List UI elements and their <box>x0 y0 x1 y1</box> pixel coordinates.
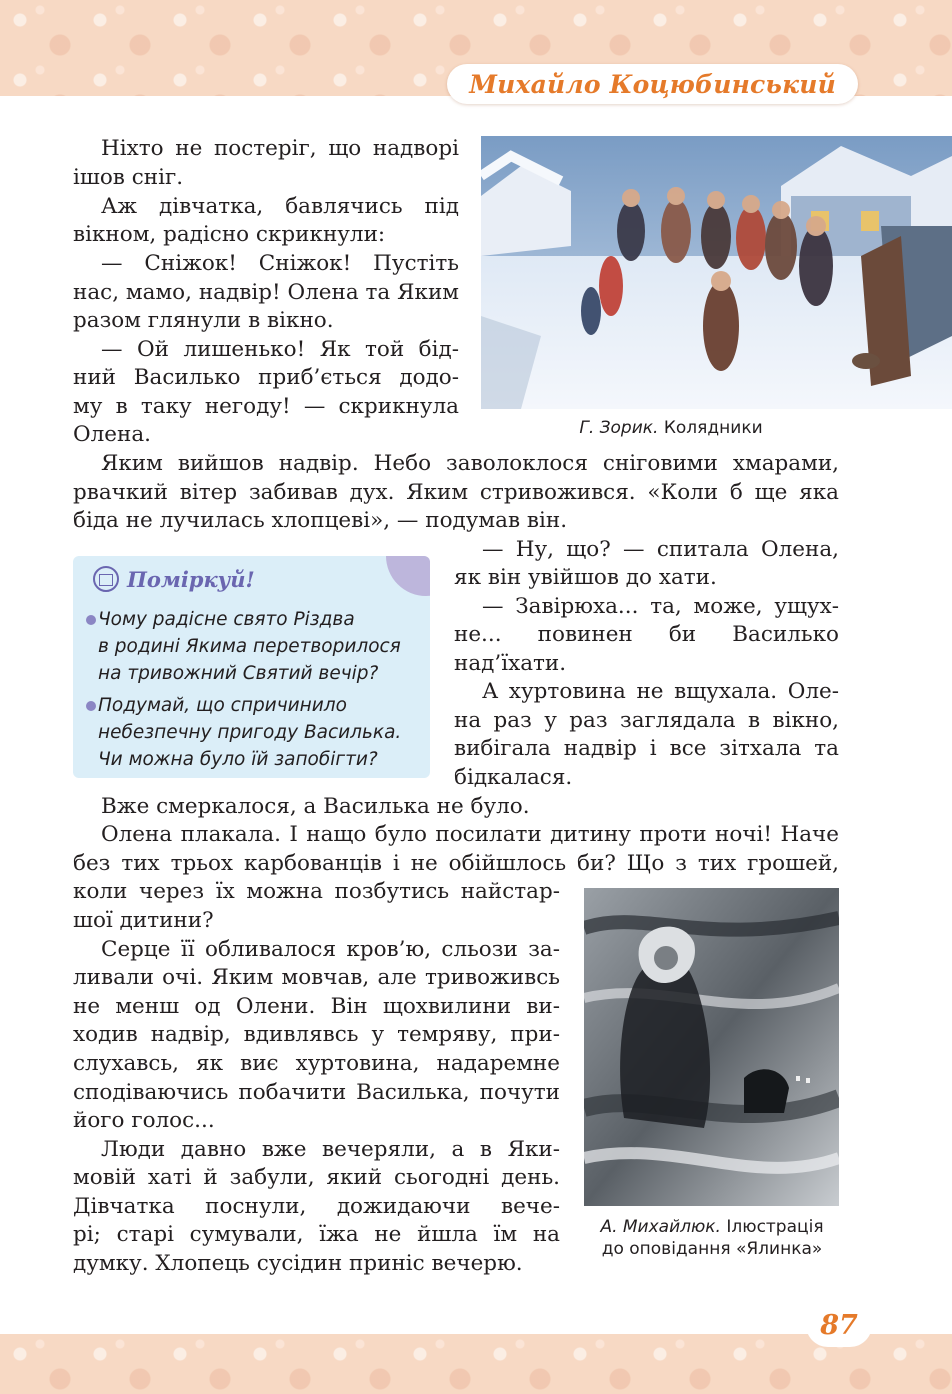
paragraph: Олена. <box>73 422 151 447</box>
paragraph: рі; старі сумували, їжа не йшла їм на <box>73 1222 560 1247</box>
paragraph: ішов сніг. <box>73 165 184 190</box>
paragraph: разом глянули в вікно. <box>73 308 334 333</box>
caption-mykhailiuk <box>576 1216 848 1260</box>
paragraph: Олена плакала. І нащо було посилати дитину проти ночі! Наче <box>101 822 839 847</box>
think-box-corner-decoration <box>386 556 430 596</box>
caption-author: А. Михайлюк. <box>600 1217 721 1237</box>
paragraph: як він увійшов до хати. <box>454 565 717 590</box>
paragraph: мовій хаті й забули, який сьогодні день. <box>73 1165 560 1190</box>
paragraph: шої дитини? <box>73 908 214 933</box>
caption-title: Колядники <box>658 418 763 438</box>
paragraph: Дівчатка поснули, дожидаючи вече- <box>73 1194 560 1219</box>
paragraph: вікном, радісно скрикнули: <box>73 222 386 247</box>
paragraph: над’їхати. <box>454 651 567 676</box>
caption-line-2: до оповідання «Ялинка» <box>601 1239 823 1259</box>
illustration-mykhailiuk <box>584 888 839 1206</box>
paragraph: — Завірюха... та, може, ущух- <box>482 594 839 619</box>
bullet-icon <box>86 615 96 625</box>
paragraph: без тих трьох карбованців і не обійшлось би? Що з тих грошей, <box>73 851 839 876</box>
paragraph: Вже смеркалося, а Василька не було. <box>101 794 530 819</box>
paragraph: — Сніжок! Сніжок! Пустіть <box>101 251 459 276</box>
paragraph: рвачкий вітер забивав дух. Яким стривожився. «Коли б ще яка <box>73 480 839 505</box>
paragraph: Яким вийшов надвір. Небо заволоклося сніговими хмарами, <box>101 451 839 476</box>
paragraph: сподіваючись побачити Василька, почути <box>73 1080 560 1105</box>
paragraph: му в таку негоду! — скрикнула <box>73 394 459 419</box>
paragraph: — Ой лишенько! Як той бід- <box>101 337 459 362</box>
paragraph: Люди давно вже вечеряли, а в Яки- <box>101 1137 560 1162</box>
bullet-icon <box>86 701 96 711</box>
paragraph: вибігала надвір і все зітхала та <box>454 736 839 761</box>
paragraph: Ніхто не постеріг, що надворі <box>101 136 459 161</box>
paragraph: коли через їх можна позбутись найстар- <box>73 879 560 904</box>
think-box: Поміркуй! Чому радісне свято Різдва в родині Якима перетворилося на тривожний Святий вечір? Подумай, що спричинило небезпечну пригоду Василька. Чи можна було їй запобігти? <box>73 556 430 778</box>
paragraph: не менш од Олени. Він щохвилини ви- <box>73 994 560 1019</box>
caption-author: Г. Зорик. <box>579 418 659 438</box>
caption-koliadnyky <box>481 417 861 439</box>
paragraph: на раз у раз заглядала в вікно, <box>454 708 839 733</box>
bottom-ornament-band <box>0 1334 952 1394</box>
paragraph: Аж дівчатка, бавлячись під <box>101 194 459 219</box>
open-book-icon <box>93 566 119 592</box>
paragraph: думку. Хлопець сусідин приніс вечерю. <box>73 1251 523 1276</box>
illustration-koliadnyky <box>481 136 952 409</box>
page-number: 87 <box>806 1303 872 1347</box>
paragraph: нас, мамо, надвір! Олена та Яким <box>73 280 459 305</box>
paragraph: його голос... <box>73 1108 215 1133</box>
paragraph: — Ну, що? — спитала Олена, <box>482 537 839 562</box>
paragraph: Серце її обливалося кров’ю, сльози за- <box>101 937 560 962</box>
paragraph: ливали очі. Яким мовчав, але тривоживсь <box>73 965 560 990</box>
paragraph: не... повинен би Василько <box>454 622 839 647</box>
think-box-title: Поміркуй! <box>93 566 255 592</box>
paragraph: слухавсь, як виє хуртовина, надаремне <box>73 1051 560 1076</box>
carolers-painting <box>481 136 952 409</box>
paragraph: бідкалася. <box>454 765 573 790</box>
paragraph: ходив надвір, вдивлявсь у темряву, при- <box>73 1022 560 1047</box>
running-header-author: Михайло Коцюбинський <box>447 64 858 104</box>
paragraph: біда не лучилась хлопцеві», — подумав він. <box>73 508 568 533</box>
paragraph: А хуртовина не вщухала. Оле- <box>482 679 839 704</box>
blizzard-drawing <box>584 888 839 1206</box>
paragraph: ний Василько приб’ється додо- <box>73 365 459 390</box>
caption-title: Ілюстрація <box>720 1217 824 1237</box>
